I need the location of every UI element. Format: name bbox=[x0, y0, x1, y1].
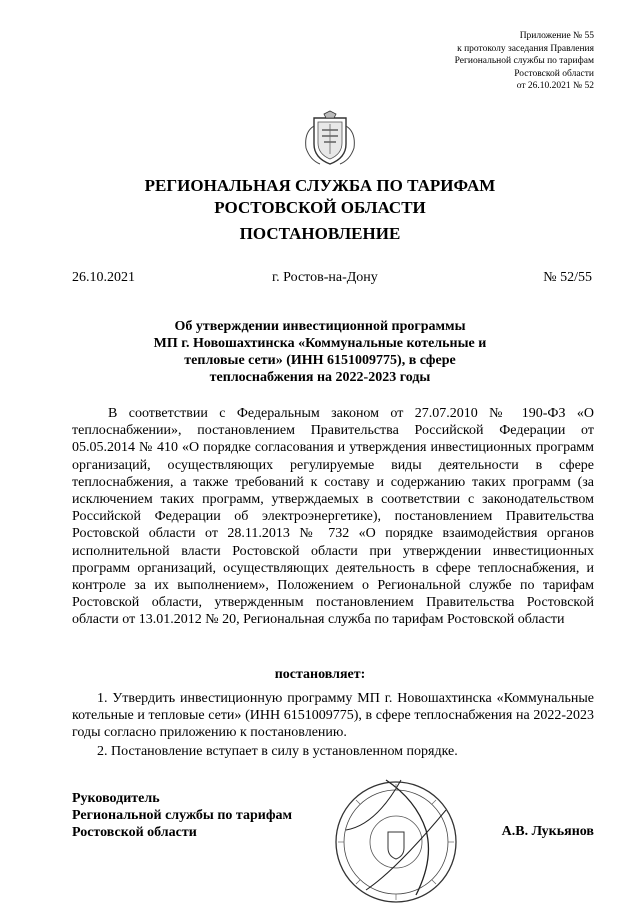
document-place: г. Ростов-на-Дону bbox=[272, 270, 378, 285]
position-line: Руководитель bbox=[72, 791, 160, 806]
document-title bbox=[120, 318, 520, 386]
annex-line: Ростовской области bbox=[514, 68, 594, 79]
document-number: № 52/55 bbox=[543, 270, 592, 285]
official-seal-icon bbox=[326, 770, 466, 905]
resolves-heading: постановляет: bbox=[274, 667, 366, 682]
annex-line: Региональной службы по тарифам bbox=[454, 56, 594, 66]
preamble-paragraph: В соответствии с Федеральным законом от 27.07.2010 № 190-ФЗ «О теплоснабжении», постановлением Правительства Российской Федерации от 05.05.2014 № 410 «О порядке согласования и утверждения инвестиционных программ организаций, осуществляющих регулируемые виды деятельности в сфере теплоснабжения, а также требований к составу и содержанию таких программ (за исключением таких программ, утверждаемых в соответствии с законодательством Российской Федерации об электроэнергетике), постановлением Правительства Ростовской области от 28.11.2013 № 732 «О порядке взаимодействия органов исполнительной власти Ростовской области при утверждении инвестиционных программ организаций, осуществляющих деятельность в сфере теплоснабжения, и контроле за их выполнением», Положением о Региональной службе по тарифам Ростовской области, утвержденным постановлением Правительства Ростовской области от 13.01.2012 № 20, Региональная служба по тарифам Ростовской области bbox=[72, 406, 594, 628]
title-line: тепловые сети» (ИНН 6151009775), в сфере bbox=[184, 353, 456, 368]
title-line: Об утверждении инвестиционной программы bbox=[174, 319, 466, 334]
org-line: РОСТОВСКОЙ ОБЛАСТИ bbox=[214, 198, 426, 217]
annex-reference bbox=[455, 30, 594, 93]
signatory-position bbox=[72, 790, 292, 841]
annex-line: к протоколу заседания Правления bbox=[457, 43, 594, 54]
org-line: РЕГИОНАЛЬНАЯ СЛУЖБА ПО ТАРИФАМ bbox=[144, 176, 496, 195]
annex-line: Приложение № 55 bbox=[519, 31, 594, 41]
position-line: Региональной службы по тарифам bbox=[72, 808, 293, 823]
document-date: 26.10.2021 bbox=[72, 270, 135, 285]
coat-of-arms-icon bbox=[300, 110, 360, 168]
title-line: МП г. Новошахтинска «Коммунальные котельные и bbox=[153, 336, 487, 351]
position-line: Ростовской области bbox=[72, 825, 197, 840]
signatory-name: А.В. Лукьянов bbox=[501, 824, 594, 839]
resolution-item-1: 1. Утвердить инвестиционную программу МП г. Новошахтинска «Коммунальные котельные и тепловые сети» (ИНН 6151009775), в сфере теплоснабжения на 2022-2023 годы согласно приложению к постановлению. bbox=[72, 691, 594, 741]
title-line: теплоснабжения на 2022-2023 годы bbox=[209, 370, 431, 385]
resolution-item-2: 2. Постановление вступает в силу в установленном порядке. bbox=[97, 744, 458, 759]
document-type: ПОСТАНОВЛЕНИЕ bbox=[239, 224, 401, 243]
organization-name bbox=[0, 175, 640, 219]
annex-line: от 26.10.2021 № 52 bbox=[516, 81, 594, 91]
